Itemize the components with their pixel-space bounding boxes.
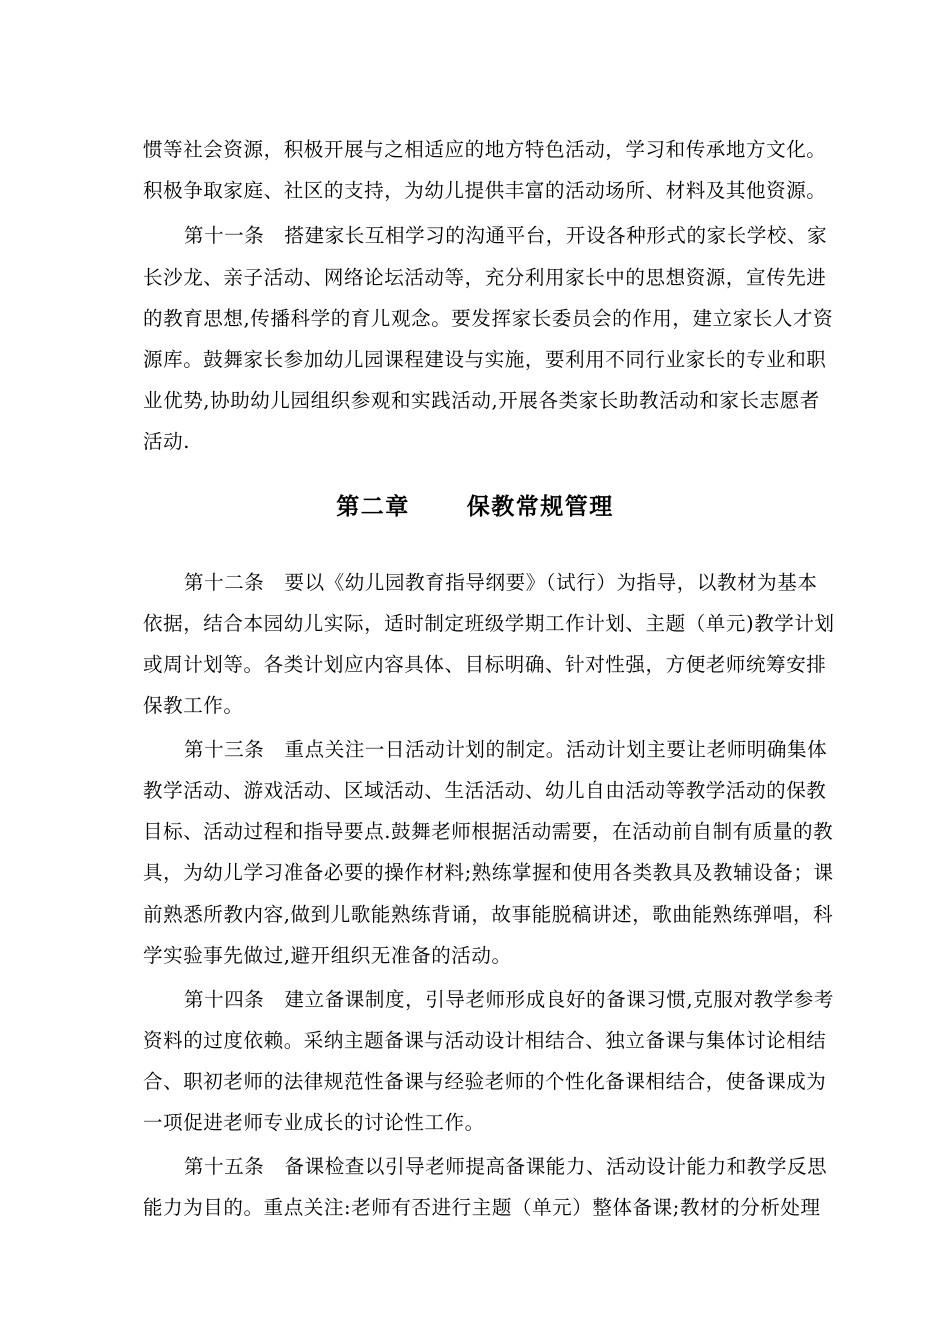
- article-11-line: 源库。鼓舞家长参加幼儿园课程建设与实施，要利用不同行业家长的专业和职: [143, 348, 827, 371]
- article-12-line: 或周计划等。各类计划应内容具体、目标明确、针对性强，方便老师统筹安排: [143, 653, 827, 676]
- article-12-line: 依据，结合本园幼儿实际，适时制定班级学期工作计划、主题（单元)教学计划: [143, 612, 835, 635]
- chapter-number: 第二章: [336, 493, 410, 520]
- article-13-line: 前熟悉所教内容,做到儿歌能熟练背诵，故事能脱稿讲述，歌曲能熟练弹唱，科: [143, 903, 834, 926]
- article-13-line: 第十三条 重点关注一日活动计划的制定。活动计划主要让老师明确集体: [184, 738, 828, 761]
- article-11-line: 活动.: [143, 430, 190, 453]
- article-13-line: 教学活动、游戏活动、区域活动、生活活动、幼儿自由活动等教学活动的保教: [143, 779, 827, 802]
- article-14-line: 第十四条 建立备课制度，引导老师形成良好的备课习惯,克服对教学参考: [184, 988, 834, 1011]
- article-13-line: 目标、活动过程和指导要点.鼓舞老师根据活动需要，在活动前自制有质量的教: [143, 820, 834, 843]
- article-14-line: 一项促进老师专业成长的讨论性工作。: [143, 1111, 485, 1134]
- article-14-line: 资料的过度依赖。采纳主题备课与活动设计相结合、独立备课与集体讨论相结: [143, 1029, 827, 1052]
- article-15-line: 能力为目的。重点关注:老师有否进行主题（单元）整体备课;教材的分析处理: [143, 1196, 821, 1219]
- paragraph-line: 积极争取家庭、社区的支持，为幼儿提供丰富的活动场所、材料及其他资源。: [143, 179, 827, 202]
- article-13-line: 学实验事先做过,避开组织无准备的活动。: [143, 944, 512, 967]
- article-11-line: 长沙龙、亲子活动、网络论坛活动等，充分利用家长中的思想资源，宣传先进: [143, 266, 827, 289]
- article-11-line: 业优势,协助幼儿园组织参观和实践活动,开展各类家长助教活动和家长志愿者: [143, 389, 820, 412]
- article-13-line: 具，为幼儿学习准备必要的操作材料;熟练掌握和使用各类教具及教辅设备；课: [143, 861, 834, 884]
- chapter-heading: [0, 492, 950, 522]
- article-11-line: 第十一条 搭建家长互相学习的沟通平台，开设各种形式的家长学校、家: [184, 224, 828, 247]
- chapter-title: 保教常规管理: [466, 493, 614, 520]
- article-15-line: 第十五条 备课检查以引导老师提高备课能力、活动设计能力和教学反思: [184, 1155, 828, 1178]
- article-14-line: 合、职初老师的法律规范性备课与经验老师的个性化备课相结合，使备课成为: [143, 1070, 827, 1093]
- paragraph-line: 惯等社会资源，积极开展与之相适应的地方特色活动，学习和传承地方文化。: [143, 138, 827, 161]
- article-12-line: 第十二条 要以《幼儿园教育指导纲要》（试行）为指导，以教材为基本: [184, 571, 818, 594]
- article-11-line: 的教育思想,传播科学的育儿观念。要发挥家长委员会的作用，建立家长人才资: [143, 307, 834, 330]
- article-12-line: 保教工作。: [143, 694, 244, 717]
